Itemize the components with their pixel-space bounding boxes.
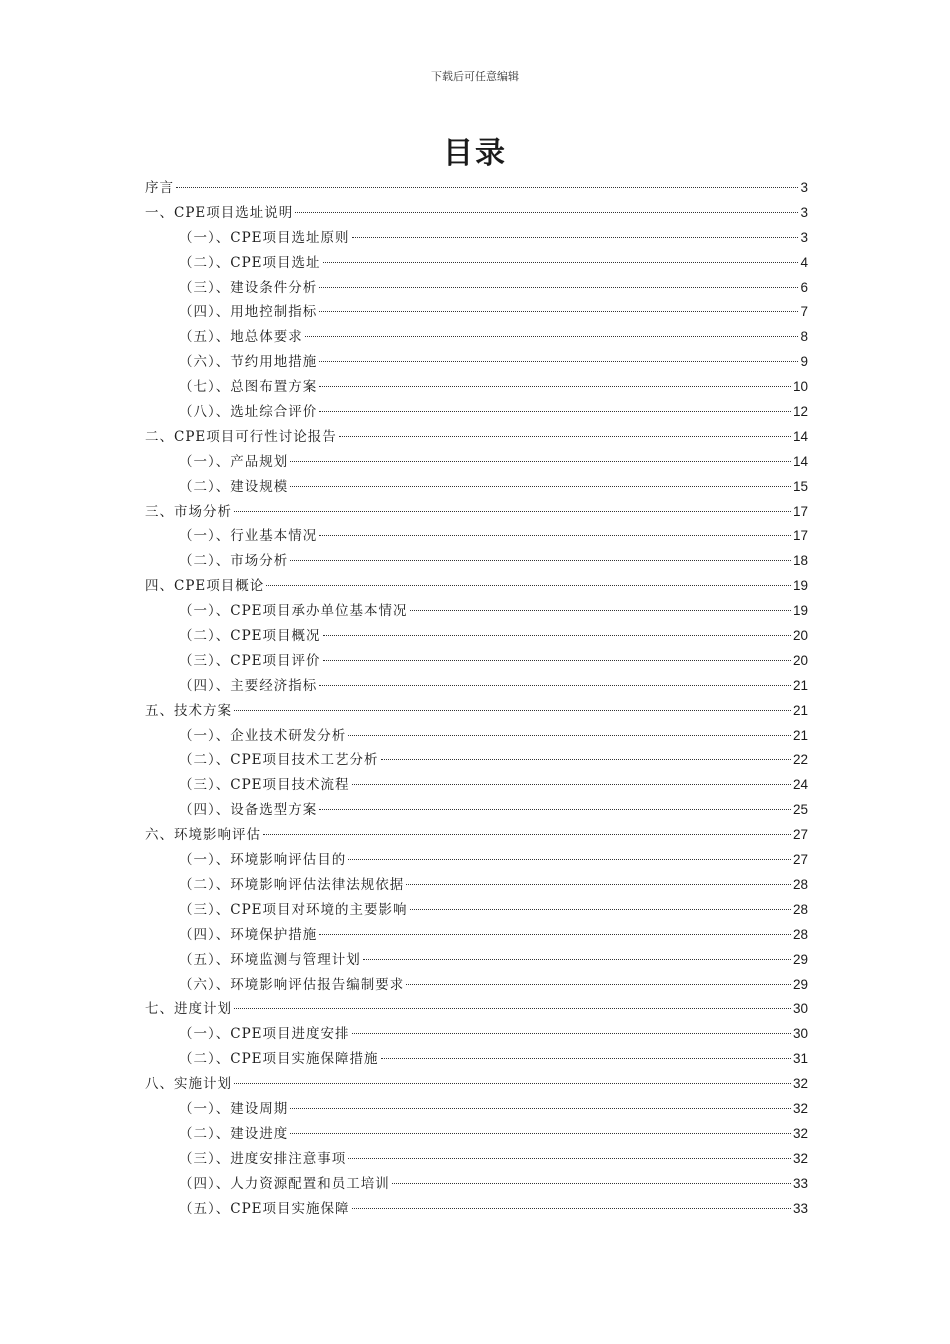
toc-dot-leader <box>363 959 791 960</box>
toc-entry-label: （三）、进度安排注意事项 <box>179 1150 347 1167</box>
toc-entry-page-number: 20 <box>792 652 808 668</box>
toc-entry-page-number: 27 <box>792 852 808 868</box>
toc-entry[interactable] <box>145 997 808 1022</box>
toc-entry-label: （六）、节约用地措施 <box>179 354 318 371</box>
toc-entry-page-number: 17 <box>792 528 808 544</box>
toc-dot-leader <box>176 187 798 188</box>
toc-entry[interactable] <box>145 674 808 699</box>
toc-dot-leader <box>406 984 791 985</box>
toc-entry-label: （四）、设备选型方案 <box>179 802 318 819</box>
toc-entry[interactable] <box>145 1197 808 1222</box>
toc-entry[interactable] <box>145 251 808 276</box>
toc-entry-label: （一）、建设周期 <box>179 1100 289 1117</box>
toc-entry-label: 六、环境影响评估 <box>145 827 261 844</box>
toc-entry[interactable] <box>145 524 808 549</box>
toc-entry[interactable] <box>145 798 808 823</box>
toc-entry[interactable] <box>145 300 808 325</box>
toc-dot-leader <box>319 386 791 387</box>
toc-entry-label: （二）、CPE项目选址 <box>179 254 321 271</box>
toc-entry[interactable] <box>145 325 808 350</box>
toc-dot-leader <box>352 1033 791 1034</box>
toc-entry-label: （三）、CPE项目评价 <box>179 652 321 669</box>
toc-entry[interactable] <box>145 226 808 251</box>
toc-entry[interactable] <box>145 1072 808 1097</box>
toc-entry-label: 二、CPE项目可行性讨论报告 <box>145 428 337 445</box>
toc-dot-leader <box>290 1108 791 1109</box>
toc-entry-page-number: 32 <box>792 1125 808 1141</box>
toc-entry[interactable] <box>145 350 808 375</box>
toc-entry[interactable] <box>145 1047 808 1072</box>
toc-dot-leader <box>234 1008 791 1009</box>
toc-dot-leader <box>348 735 791 736</box>
toc-dot-leader <box>234 710 791 711</box>
toc-entry-page-number: 10 <box>792 379 808 395</box>
toc-dot-leader <box>263 834 791 835</box>
toc-entry-page-number: 20 <box>792 628 808 644</box>
toc-entry[interactable] <box>145 823 808 848</box>
toc-entry[interactable] <box>145 1097 808 1122</box>
toc-dot-leader <box>410 610 791 611</box>
toc-dot-leader <box>319 535 791 536</box>
toc-entry[interactable] <box>145 176 808 201</box>
toc-entry-page-number: 19 <box>792 603 808 619</box>
toc-entry-label: （二）、CPE项目技术工艺分析 <box>179 752 379 769</box>
toc-dot-leader <box>319 361 798 362</box>
toc-entry-label: （一）、企业技术研发分析 <box>179 727 347 744</box>
toc-entry-page-number: 30 <box>792 1026 808 1042</box>
toc-entry-label: （六）、环境影响评估报告编制要求 <box>179 976 405 993</box>
toc-entry-page-number: 21 <box>792 727 808 743</box>
toc-dot-leader <box>381 1058 791 1059</box>
toc-entry-label: 七、进度计划 <box>145 1001 232 1018</box>
toc-entry-label: 四、CPE项目概论 <box>145 578 265 595</box>
toc-entry[interactable] <box>145 1022 808 1047</box>
toc-entry-label: 五、技术方案 <box>145 702 232 719</box>
table-of-contents <box>145 176 808 1221</box>
toc-entry-page-number: 6 <box>800 279 808 295</box>
toc-dot-leader <box>295 212 798 213</box>
toc-entry[interactable] <box>145 649 808 674</box>
toc-dot-leader <box>352 237 799 238</box>
page-title: 目录 <box>443 136 507 171</box>
toc-entry-page-number: 7 <box>800 304 808 320</box>
toc-entry-label: 八、实施计划 <box>145 1076 232 1093</box>
toc-entry-page-number: 32 <box>792 1150 808 1166</box>
toc-entry-label: （五）、环境监测与管理计划 <box>179 951 361 968</box>
toc-entry-page-number: 21 <box>792 702 808 718</box>
toc-entry-label: （八）、选址综合评价 <box>179 404 318 421</box>
toc-entry-page-number: 32 <box>792 1076 808 1092</box>
toc-entry[interactable] <box>145 898 808 923</box>
toc-entry-page-number: 33 <box>792 1175 808 1191</box>
toc-entry[interactable] <box>145 475 808 500</box>
toc-entry[interactable] <box>145 1147 808 1172</box>
toc-entry[interactable] <box>145 873 808 898</box>
toc-entry[interactable] <box>145 973 808 998</box>
toc-dot-leader <box>305 336 799 337</box>
toc-entry[interactable] <box>145 201 808 226</box>
toc-entry[interactable] <box>145 624 808 649</box>
toc-entry-label: （五）、地总体要求 <box>179 329 303 346</box>
toc-entry-label: 序言 <box>145 180 174 196</box>
toc-entry[interactable] <box>145 574 808 599</box>
toc-entry[interactable] <box>145 848 808 873</box>
toc-entry-label: （四）、主要经济指标 <box>179 677 318 694</box>
toc-entry-label: （一）、行业基本情况 <box>179 528 318 545</box>
toc-dot-leader <box>319 311 798 312</box>
toc-dot-leader <box>290 461 791 462</box>
toc-entry-page-number: 30 <box>792 1001 808 1017</box>
toc-entry-page-number: 3 <box>800 180 808 195</box>
toc-entry-label: （二）、市场分析 <box>179 553 289 570</box>
toc-entry-page-number: 25 <box>792 802 808 818</box>
toc-dot-leader <box>348 1158 791 1159</box>
toc-entry[interactable] <box>145 549 808 574</box>
toc-entry-page-number: 29 <box>792 951 808 967</box>
toc-dot-leader <box>319 287 798 288</box>
toc-entry[interactable] <box>145 724 808 749</box>
toc-entry-page-number: 18 <box>792 553 808 569</box>
toc-entry-label: （二）、CPE项目概况 <box>179 628 321 645</box>
toc-entry-page-number: 12 <box>792 404 808 420</box>
toc-entry-page-number: 27 <box>792 827 808 843</box>
toc-entry[interactable] <box>145 699 808 724</box>
toc-entry[interactable] <box>145 1172 808 1197</box>
toc-entry-label: （二）、建设进度 <box>179 1125 289 1142</box>
toc-entry-label: （二）、环境影响评估法律法规依据 <box>179 876 405 893</box>
toc-entry[interactable] <box>145 748 808 773</box>
toc-entry-page-number: 3 <box>800 204 808 220</box>
toc-entry-label: （一）、CPE项目承办单位基本情况 <box>179 603 408 620</box>
toc-entry[interactable] <box>145 1122 808 1147</box>
toc-entry-label: （三）、建设条件分析 <box>179 279 318 296</box>
toc-entry[interactable] <box>145 400 808 425</box>
toc-entry-label: 一、CPE项目选址说明 <box>145 204 294 221</box>
toc-dot-leader <box>290 1133 791 1134</box>
toc-entry[interactable] <box>145 375 808 400</box>
toc-entry[interactable] <box>145 773 808 798</box>
toc-entry-page-number: 32 <box>792 1100 808 1116</box>
toc-entry-label: （三）、CPE项目技术流程 <box>179 777 350 794</box>
toc-dot-leader <box>323 635 791 636</box>
toc-entry-label: （二）、建设规模 <box>179 478 289 495</box>
toc-dot-leader <box>234 1083 791 1084</box>
toc-dot-leader <box>319 685 791 686</box>
toc-dot-leader <box>410 909 791 910</box>
toc-entry-label: （一）、产品规划 <box>179 453 289 470</box>
toc-dot-leader <box>323 262 799 263</box>
toc-entry-page-number: 9 <box>800 354 808 370</box>
toc-entry-label: （四）、人力资源配置和员工培训 <box>179 1175 390 1192</box>
toc-entry-page-number: 21 <box>792 677 808 693</box>
toc-dot-leader <box>406 884 791 885</box>
toc-entry-page-number: 24 <box>792 777 808 793</box>
toc-entry[interactable] <box>145 276 808 301</box>
toc-entry-label: （一）、环境影响评估目的 <box>179 852 347 869</box>
toc-dot-leader <box>348 859 791 860</box>
toc-dot-leader <box>319 411 791 412</box>
toc-entry-label: （七）、总图布置方案 <box>179 379 318 396</box>
toc-entry-page-number: 33 <box>792 1200 808 1216</box>
toc-entry-page-number: 17 <box>792 503 808 519</box>
toc-entry-page-number: 14 <box>792 428 808 444</box>
toc-entry-label: （二）、CPE项目实施保障措施 <box>179 1051 379 1068</box>
toc-entry[interactable] <box>145 500 808 525</box>
toc-dot-leader <box>319 809 791 810</box>
toc-entry-page-number: 15 <box>792 478 808 494</box>
toc-entry-page-number: 14 <box>792 453 808 469</box>
header-note: 下载后可任意编辑 <box>431 70 519 83</box>
toc-dot-leader <box>266 585 791 586</box>
toc-entry-label: （三）、CPE项目对环境的主要影响 <box>179 901 408 918</box>
toc-entry-page-number: 28 <box>792 926 808 942</box>
toc-entry-page-number: 28 <box>792 876 808 892</box>
toc-dot-leader <box>352 1208 791 1209</box>
toc-entry-page-number: 31 <box>792 1051 808 1067</box>
toc-entry-label: （一）、CPE项目进度安排 <box>179 1026 350 1043</box>
toc-entry-label: 三、市场分析 <box>145 503 232 520</box>
toc-entry-label: （四）、环境保护措施 <box>179 926 318 943</box>
toc-dot-leader <box>339 436 791 437</box>
toc-dot-leader <box>290 486 791 487</box>
toc-dot-leader <box>319 934 791 935</box>
toc-entry-label: （四）、用地控制指标 <box>179 304 318 321</box>
toc-entry[interactable] <box>145 599 808 624</box>
toc-entry[interactable] <box>145 450 808 475</box>
toc-entry-page-number: 3 <box>800 229 808 245</box>
toc-entry-label: （五）、CPE项目实施保障 <box>179 1200 350 1217</box>
toc-entry-page-number: 28 <box>792 901 808 917</box>
toc-entry[interactable] <box>145 948 808 973</box>
toc-dot-leader <box>290 560 791 561</box>
toc-entry-page-number: 22 <box>792 752 808 768</box>
toc-entry-page-number: 29 <box>792 976 808 992</box>
toc-entry-label: （一）、CPE项目选址原则 <box>179 229 350 246</box>
toc-entry-page-number: 19 <box>792 578 808 594</box>
toc-dot-leader <box>381 759 791 760</box>
toc-dot-leader <box>392 1183 791 1184</box>
toc-entry-page-number: 8 <box>800 329 808 345</box>
toc-entry-page-number: 4 <box>800 254 808 270</box>
toc-dot-leader <box>323 660 791 661</box>
toc-dot-leader <box>352 784 791 785</box>
toc-entry[interactable] <box>145 425 808 450</box>
toc-entry[interactable] <box>145 923 808 948</box>
toc-dot-leader <box>234 511 791 512</box>
